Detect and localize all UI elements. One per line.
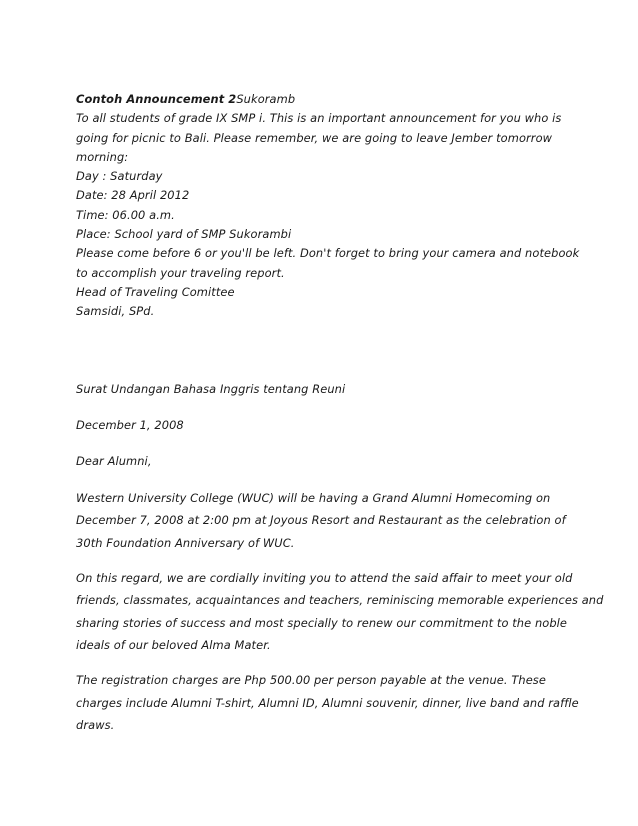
document-page <box>76 90 604 737</box>
announcement-date: Date: 28 April 2012 <box>76 188 190 203</box>
spacer <box>76 473 576 487</box>
paragraph-line: On this regard, we are cordially inviting you to attend the said affair to meet your old <box>76 570 573 585</box>
spacer <box>76 554 576 567</box>
invitation-date: December 1, 2008 <box>76 417 184 432</box>
spacer <box>76 436 576 450</box>
invitation-salutation: Dear Alumni, <box>76 454 152 469</box>
announcement-line: Please come before 6 or you'll be left. Don't forget to bring your camera and notebook <box>76 246 580 261</box>
invitation-section <box>76 378 604 737</box>
announcement-time: Time: 06.00 a.m. <box>76 207 175 222</box>
invitation-paragraph-3 <box>76 669 579 736</box>
announcement-section <box>76 90 580 322</box>
section-spacer <box>76 322 576 378</box>
spacer <box>76 656 576 669</box>
paragraph-line: friends, classmates, acquaintances and teachers, reminiscing memorable experiences and <box>76 593 604 608</box>
spacer <box>76 400 576 414</box>
paragraph-line: sharing stories of success and most specially to renew our commitment to the noble <box>76 615 568 630</box>
paragraph-line: December 7, 2008 at 2:00 pm at Joyous Resort and Restaurant as the celebration of <box>76 513 566 528</box>
announcement-line: To all students of grade IX SMP i. This is an important announcement for you who is <box>76 111 562 126</box>
announcement-signatory-title: Head of Traveling Comittee <box>76 284 235 299</box>
announcement-title: Contoh Announcement 2 <box>76 92 237 106</box>
paragraph-line: draws. <box>76 718 115 733</box>
paragraph-line: 30th Foundation Anniversary of WUC. <box>76 535 295 550</box>
announcement-line: morning: <box>76 149 129 164</box>
paragraph-line: ideals of our beloved Alma Mater. <box>76 638 271 653</box>
paragraph-line: charges include Alumni T-shirt, Alumni ID, Alumni souvenir, dinner, live band and raffle <box>76 695 579 710</box>
announcement-day: Day : Saturday <box>76 169 163 184</box>
invitation-paragraph-2 <box>76 567 604 657</box>
announcement-title-rest: Sukoramb <box>236 92 296 106</box>
announcement-place: Place: School yard of SMP Sukorambi <box>76 227 292 242</box>
invitation-paragraph-1 <box>76 487 576 554</box>
paragraph-line: Western University College (WUC) will be having a Grand Alumni Homecoming on <box>76 490 551 505</box>
announcement-line: going for picnic to Bali. Please remember, we are going to leave Jember tomorrow <box>76 130 553 145</box>
announcement-signatory-name: Samsidi, SPd. <box>76 304 155 319</box>
announcement-title-line <box>76 90 576 109</box>
announcement-line: to accomplish your traveling report. <box>76 265 285 280</box>
invitation-heading: Surat Undangan Bahasa Inggris tentang Reuni <box>76 381 346 396</box>
paragraph-line: The registration charges are Php 500.00 per person payable at the venue. These <box>76 673 546 688</box>
